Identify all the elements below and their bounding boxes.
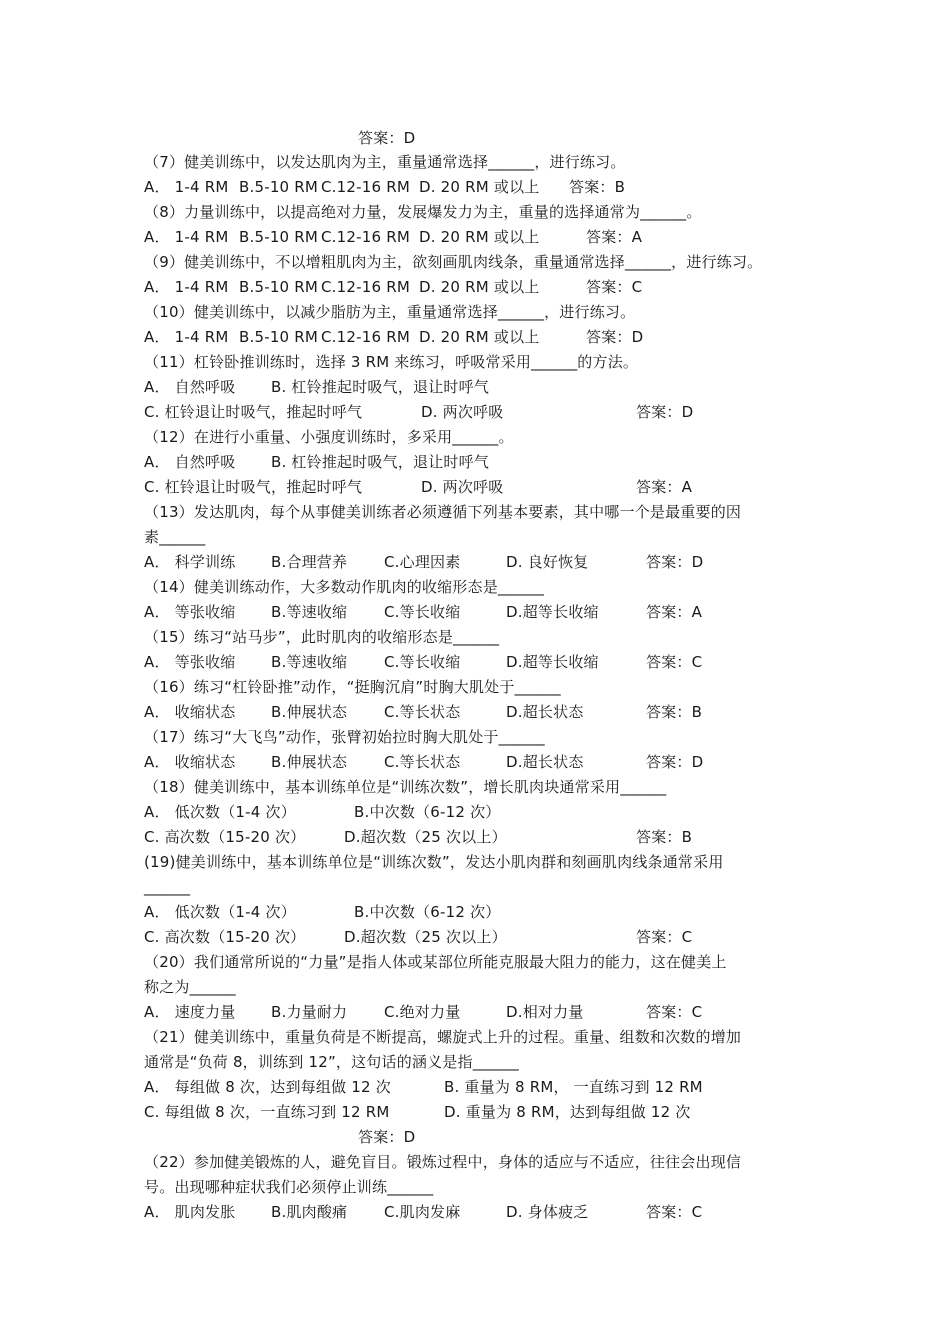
line-text: A． 等张收缩 xyxy=(144,653,236,671)
option-text: B.等速收缩 xyxy=(271,653,348,671)
option-text: D.相对力量 xyxy=(506,1003,584,1021)
option-text: D. 20 RM 或以上 xyxy=(419,228,540,246)
answer-text: 答案：A xyxy=(586,228,643,246)
line-text: （18）健美训练中，基本训练单位是“训练次数”，增长肌肉块通常采用______ xyxy=(144,778,667,796)
line-text: 通常是“负荷 8，训练到 12”，这句话的涵义是指______ xyxy=(144,1053,519,1071)
line-text: A． 自然呼吸 xyxy=(144,453,236,471)
line-text: （14）健美训练动作，大多数动作肌肉的收缩形态是______ xyxy=(144,578,545,596)
option-text: D. 身体疲乏 xyxy=(506,1203,589,1221)
line-text: （17）练习“大飞鸟”动作，张臂初始拉时胸大肌处于______ xyxy=(144,728,545,746)
line-text: C. 高次数（15-20 次） xyxy=(144,828,306,846)
line-text: （9）健美训练中，不以增粗肌肉为主，欲刻画肌肉线条，重量通常选择______，进行练习。 xyxy=(144,253,763,271)
answer-text: 答案：A xyxy=(646,603,703,621)
option-text: D.超次数（25 次以上） xyxy=(344,928,507,946)
line-text: C. 每组做 8 次，一直练习到 12 RM xyxy=(144,1103,390,1121)
answer-text: 答案：C xyxy=(636,928,693,946)
line-text: A． 自然呼吸 xyxy=(144,378,236,396)
line-text: （11）杠铃卧推训练时，选择 3 RM 来练习，呼吸常采用______的方法。 xyxy=(144,353,639,371)
option-text: B.合理营养 xyxy=(271,553,348,571)
option-text: C.12-16 RM xyxy=(321,228,410,246)
option-text: B.等速收缩 xyxy=(271,603,348,621)
option-text: B.5-10 RM xyxy=(239,228,319,246)
line-text: A． 速度力量 xyxy=(144,1003,236,1021)
line-text: （12）在进行小重量、小强度训练时，多采用______。 xyxy=(144,428,514,446)
answer-text: 答案：C xyxy=(646,1003,703,1021)
line-text: (19)健美训练中，基本训练单位是“训练次数”，发达小肌肉群和刻画肌肉线条通常采用 xyxy=(144,853,724,871)
answer-text: 答案：D xyxy=(358,1128,416,1146)
line-text: C. 杠铃退让时吸气，推起时呼气 xyxy=(144,478,363,496)
option-text: B.伸展状态 xyxy=(271,753,348,771)
option-text: D. 良好恢复 xyxy=(506,553,589,571)
line-text: A． 收缩状态 xyxy=(144,753,236,771)
option-text: B.伸展状态 xyxy=(271,703,348,721)
option-text: D.超等长收缩 xyxy=(506,653,599,671)
answer-text: 答案：B xyxy=(569,178,626,196)
answer-text: 答案：D xyxy=(646,753,704,771)
line-text: 称之为______ xyxy=(144,978,236,996)
option-text: D.超等长收缩 xyxy=(506,603,599,621)
option-text: D. 20 RM 或以上 xyxy=(419,278,540,296)
option-text: B. 杠铃推起时吸气，退让时呼气 xyxy=(271,453,490,471)
answer-text: 答案：C xyxy=(646,653,703,671)
answer-text: 答案：C xyxy=(646,1203,703,1221)
answer-text: 答案：D xyxy=(636,403,694,421)
option-text: B.肌肉酸痛 xyxy=(271,1203,348,1221)
line-text: （13）发达肌肉，每个从事健美训练者必须遵循下列基本要素，其中哪一个是最重要的因 xyxy=(144,503,742,521)
answer-text: 答案：C xyxy=(586,278,643,296)
option-text: C.绝对力量 xyxy=(384,1003,461,1021)
line-text: A． 1-4 RM xyxy=(144,228,229,246)
option-text: B.5-10 RM xyxy=(239,178,319,196)
answer-text: 答案：B xyxy=(636,828,693,846)
option-text: C.肌肉发麻 xyxy=(384,1203,461,1221)
line-text: A． 1-4 RM xyxy=(144,278,229,296)
line-text: ______ xyxy=(144,878,191,896)
line-text: （22）参加健美锻炼的人，避免盲目。锻炼过程中，身体的适应与不适应，往往会出现信 xyxy=(144,1153,742,1171)
line-text: A． 科学训练 xyxy=(144,553,236,571)
line-text: C. 高次数（15-20 次） xyxy=(144,928,306,946)
option-text: D. 重量为 8 RM，达到每组做 12 次 xyxy=(444,1103,691,1121)
line-text: C. 杠铃退让时吸气，推起时呼气 xyxy=(144,403,363,421)
option-text: B. 杠铃推起时吸气，退让时呼气 xyxy=(271,378,490,396)
option-text: C.等长状态 xyxy=(384,753,461,771)
answer-text: 答案：D xyxy=(586,328,644,346)
option-text: C.心理因素 xyxy=(384,553,461,571)
option-text: D.超次数（25 次以上） xyxy=(344,828,507,846)
option-text: C.12-16 RM xyxy=(321,278,410,296)
option-text: B.5-10 RM xyxy=(239,278,319,296)
option-text: D.超长状态 xyxy=(506,753,584,771)
line-text: （10）健美训练中，以减少脂肪为主，重量通常选择______，进行练习。 xyxy=(144,303,636,321)
line-text: A． 每组做 8 次，达到每组做 12 次 xyxy=(144,1078,391,1096)
line-text: （16）练习“杠铃卧推”动作，“挺胸沉肩”时胸大肌处于______ xyxy=(144,678,561,696)
option-text: C.等长状态 xyxy=(384,703,461,721)
option-text: B.中次数（6-12 次） xyxy=(354,903,501,921)
option-text: D. 20 RM 或以上 xyxy=(419,178,540,196)
answer-text: 答案：A xyxy=(636,478,693,496)
line-text: 号。出现哪种症状我们必须停止训练______ xyxy=(144,1178,434,1196)
line-text: （21）健美训练中，重量负荷是不断提高，螺旋式上升的过程。重量、组数和次数的增加 xyxy=(144,1028,742,1046)
option-text: C.等长收缩 xyxy=(384,653,461,671)
option-text: B. 重量为 8 RM， 一直练习到 12 RM xyxy=(444,1078,703,1096)
option-text: D. 20 RM 或以上 xyxy=(419,328,540,346)
line-text: （7）健美训练中，以发达肌肉为主，重量通常选择______，进行练习。 xyxy=(144,153,626,171)
option-text: C.12-16 RM xyxy=(321,328,410,346)
answer-text: 答案：B xyxy=(646,703,703,721)
option-text: D.超长状态 xyxy=(506,703,584,721)
line-text: （20）我们通常所说的“力量”是指人体或某部位所能克服最大阻力的能力，这在健美上 xyxy=(144,953,727,971)
line-text: A． 低次数（1-4 次） xyxy=(144,803,296,821)
option-text: D. 两次呼吸 xyxy=(421,403,504,421)
answer-text: 答案：D xyxy=(358,129,416,147)
option-text: B.5-10 RM xyxy=(239,328,319,346)
option-text: B.力量耐力 xyxy=(271,1003,348,1021)
line-text: （15）练习“站马步”，此时肌肉的收缩形态是______ xyxy=(144,628,500,646)
line-text: A． 1-4 RM xyxy=(144,178,229,196)
answer-text: 答案：D xyxy=(646,553,704,571)
line-text: A． 1-4 RM xyxy=(144,328,229,346)
line-text: A． 等张收缩 xyxy=(144,603,236,621)
line-text: （8）力量训练中，以提高绝对力量，发展爆发力为主，重量的选择通常为______。 xyxy=(144,203,702,221)
line-text: A． 低次数（1-4 次） xyxy=(144,903,296,921)
option-text: D. 两次呼吸 xyxy=(421,478,504,496)
option-text: C.等长收缩 xyxy=(384,603,461,621)
option-text: B.中次数（6-12 次） xyxy=(354,803,501,821)
line-text: A． 收缩状态 xyxy=(144,703,236,721)
line-text: A． 肌肉发胀 xyxy=(144,1203,236,1221)
line-text: 素______ xyxy=(144,528,206,546)
option-text: C.12-16 RM xyxy=(321,178,410,196)
